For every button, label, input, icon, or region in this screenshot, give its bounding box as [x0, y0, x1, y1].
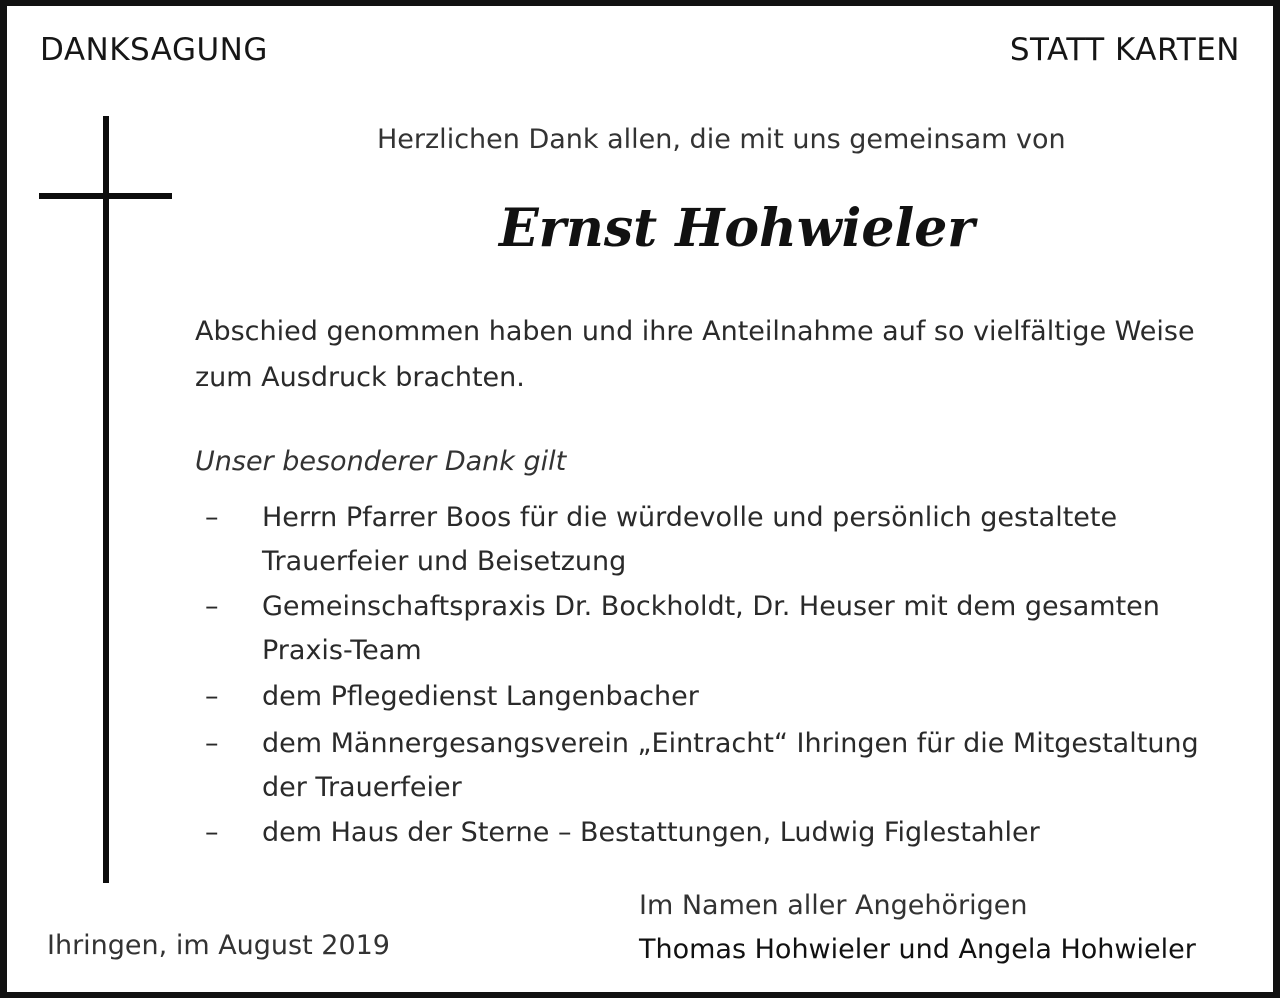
- list-item: Gemeinschaftspraxis Dr. Bockholdt, Dr. Heuser mit dem gesamten: [262, 591, 1160, 622]
- signers: Thomas Hohwieler und Angela Hohwieler: [639, 934, 1196, 965]
- place-date: Ihringen, im August 2019: [47, 930, 390, 961]
- list-item-continuation: Praxis-Team: [262, 635, 422, 666]
- header-right: STATT KARTEN: [1009, 32, 1240, 68]
- list-item: dem Pflegedienst Langenbacher: [262, 681, 699, 712]
- list-bullet: –: [205, 591, 219, 622]
- list-bullet: –: [205, 728, 219, 759]
- body-line: zum Ausdruck brachten.: [195, 362, 525, 393]
- intro-text: Herzlichen Dank allen, die mit uns gemeinsam von: [377, 124, 1066, 155]
- list-bullet: –: [205, 502, 219, 533]
- deceased-name: Ernst Hohwieler: [499, 198, 975, 259]
- list-item: Herrn Pfarrer Boos für die würdevolle und persönlich gestaltete: [262, 502, 1118, 533]
- cross-vertical-bar: [103, 116, 109, 883]
- on-behalf-text: Im Namen aller Angehörigen: [639, 890, 1028, 921]
- list-item: dem Männergesangsverein „Eintracht“ Ihringen für die Mitgestaltung: [262, 728, 1199, 759]
- list-item: dem Haus der Sterne – Bestattungen, Ludwig Figlestahler: [262, 817, 1040, 848]
- list-item-continuation: der Trauerfeier: [262, 772, 462, 803]
- list-bullet: –: [205, 681, 219, 712]
- list-bullet: –: [205, 817, 219, 848]
- header-left: DANKSAGUNG: [40, 32, 268, 68]
- body-line: Abschied genommen haben und ihre Anteilnahme auf so vielfältige Weise: [195, 316, 1195, 347]
- special-thanks-heading: Unser besonderer Dank gilt: [195, 446, 567, 477]
- list-item-continuation: Trauerfeier und Beisetzung: [262, 546, 627, 577]
- cross-horizontal-bar: [39, 193, 172, 199]
